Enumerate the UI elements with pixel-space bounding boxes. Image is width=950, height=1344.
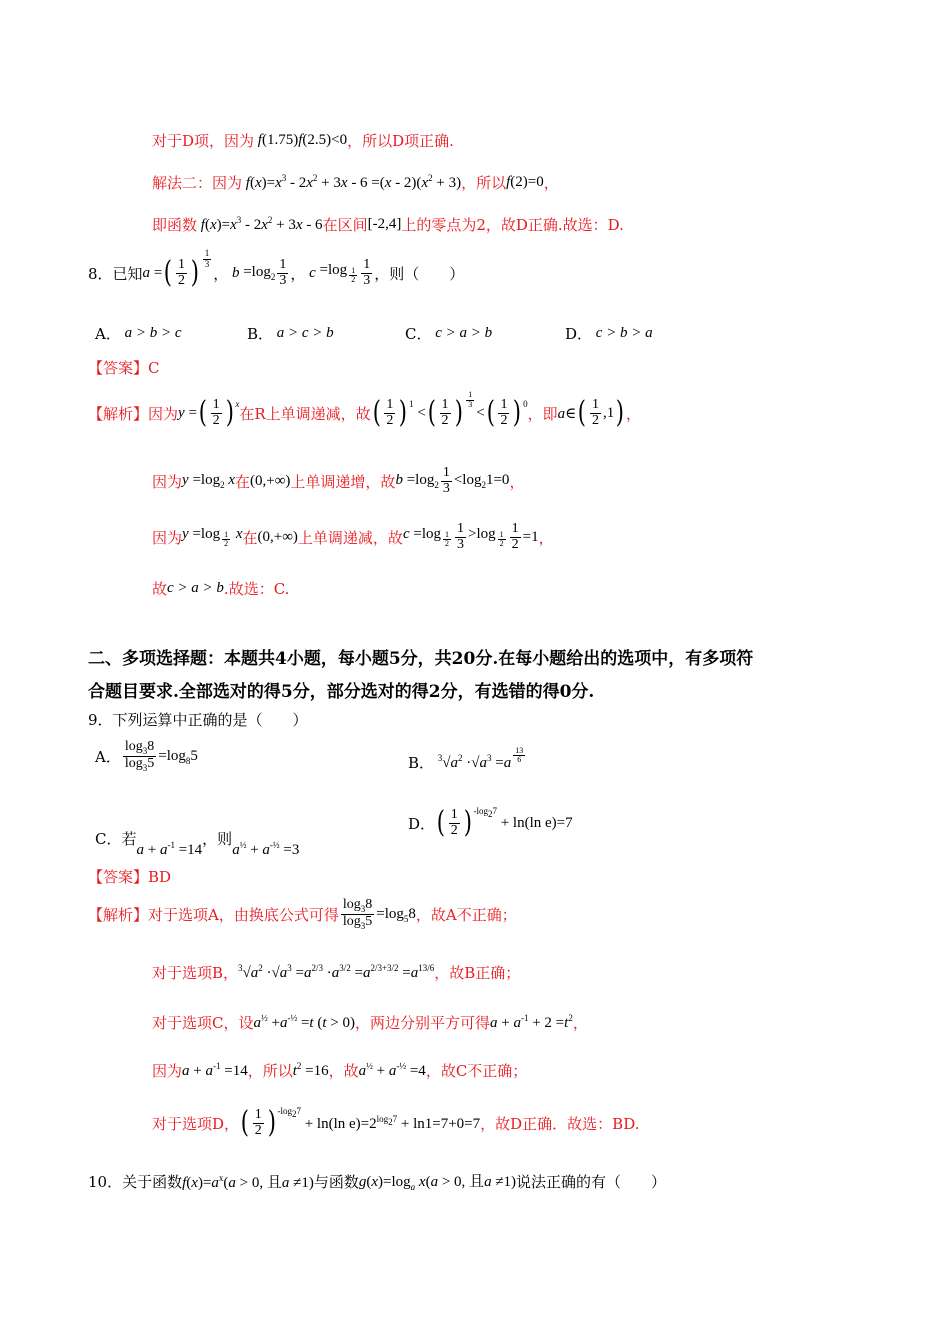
- formula: $f(x)=x^3 - 2x^2 + 3x - 6 =(x - 2)(x^2 + 3)$: [245, 173, 462, 191]
- section-heading-line2: 合题目要求.全部选对的得5分，部分选对的得2分，有选错的得0分.: [88, 682, 595, 702]
- q9-answer: 【答案】 BD: [88, 867, 172, 886]
- q8-analysis-2: 因为 $y =\log_2$ x 在 (0,+∞) 上单调递增，故 $b =\log_2$ $\frac{1}{3}$ $<\log_21=0$ ，: [152, 465, 525, 496]
- q8-analysis-3: 因为 y =log $_{\frac{1}{2}}$ x 在 (0,+∞) 上单调递减，故 c =log $_{\frac{1}{2}}$ $\frac{1}{3}$ >log $_{\frac{1}{2}}$ $\frac{1}{2}$ =1 ，: [152, 521, 554, 552]
- q9-analysis-4: 因为 $a + a^{-1} =14$ ，所以 $t^2 =16$ ，故 $a^{\frac{1}{2}} + a^{-\frac{1}{2}} =4$ ，故C不正确；: [152, 1061, 528, 1080]
- formula: f(2)=0: [506, 174, 544, 190]
- q8-stem: 8．已知 a = ( $\frac{1}{2}$ ) $\frac{1}{3}$ ， b $=\log_2$ $\frac{1}{3}$ ， c =log $_{\frac{1}{2}}$ $\frac{1}{3}$ ，则（ ）: [88, 248, 465, 291]
- method2-line: 解法二：因为 $f(x)=x^3 - 2x^2 + 3x - 6 =(x - 2)(x^2 + 3)$ ，所以 f(2)=0 ，: [152, 173, 559, 192]
- q9-analysis-3: 对于选项C，设 $a^{\frac{1}{2}} +a^{-\frac{1}{2}} =t$ (t > 0) ，两边分别平方可得 $a + a^{-1} + 2 =t^2$ ，: [152, 1013, 588, 1032]
- section-heading-line1: 二、多项选择题：本题共4小题，每小题5分，共20分.在每小题给出的选项中，有多项符: [88, 649, 754, 669]
- q9-analysis-2: 对于选项B， $^3√a^2 \cdot√a^3 =a^{2/3} \cdot a^{3/2} =a^{2/3+3/2} =a^{13/6}$ ，故B正确；: [152, 963, 521, 982]
- q8-option-d[interactable]: D． c > b > a: [565, 325, 653, 343]
- zero-line: 即函数 $f(x)=x^3 - 2x^2 + 3x - 6$ 在区间 [-2,4] 上的零点为2，故D正确.故选：D.: [152, 215, 624, 234]
- formula: $f(x)=x^3 - 2x^2 + 3x - 6$: [200, 215, 323, 233]
- q10-stem: 10．关于函数 $f(x)=a^x(a > 0$, 且a ≠1) 与函数 $g(x)=\log_a$ x(a > 0, 且a ≠1) 说法正确的有（ ）: [88, 1172, 667, 1192]
- q9-analysis-5: 对于选项D， ( $\frac{1}{2}$ ) $^{-log_2 7}$ + ln(ln $e)=2^{log_27} + \ln 1=7+0=7$ ，故D正确．故选：BD.: [152, 1105, 640, 1141]
- formula: f(1.75)f(2.5)<0: [257, 132, 348, 148]
- q8-answer: 【答案】 C: [88, 358, 160, 377]
- q9-option-c[interactable]: C．若 $a + a^{-1} =14$ ，则 $a^{\frac{1}{2}} + a^{-\frac{1}{2}} =3$: [95, 830, 300, 858]
- q9-option-d[interactable]: D． ( $\frac{1}{2}$ ) $^{-log_2 7}$ + ln(ln e)=7: [408, 805, 573, 841]
- q9-analysis-1: 【解析】 对于选项A，由换底公式可得 $\frac{\log_38}{\log_35}$ $=\log_58$ ，故A不正确；: [88, 897, 517, 932]
- q9-option-b[interactable]: B． $^3√a^2 \cdot√a^3 =a$ $\frac{13}{6}$: [408, 745, 524, 772]
- d-item-line: 对于D项，因为 f(1.75)f(2.5)<0 ，所以D项正确.: [152, 132, 454, 150]
- q9-stem: 9．下列运算中正确的是（ ）: [88, 711, 308, 729]
- q9-option-a[interactable]: A． $\frac{\log_38}{\log_35}$ $=\log_85$: [95, 739, 198, 774]
- q8-analysis-1: 【解析】 因为 y = ( $\frac{1}{2}$ ) $^x$ 在R上单调递减，故 ( $\frac{1}{2}$ ) $^1$ < ( $\frac{1}{2}$ ) $\frac{1}{3}$ < ( $\frac{1}{2}$ ) $^0$ ，即 a∈ ( $\frac{1}{2}$ ,1 ) ，: [88, 390, 641, 431]
- q8-option-b[interactable]: B． a > c > b: [247, 325, 334, 343]
- q8-analysis-4: 故 c > a > b .故选：C.: [152, 580, 290, 598]
- q8-option-c[interactable]: C． c > a > b: [405, 325, 493, 343]
- q8-option-a[interactable]: A． a > b > c: [95, 325, 182, 343]
